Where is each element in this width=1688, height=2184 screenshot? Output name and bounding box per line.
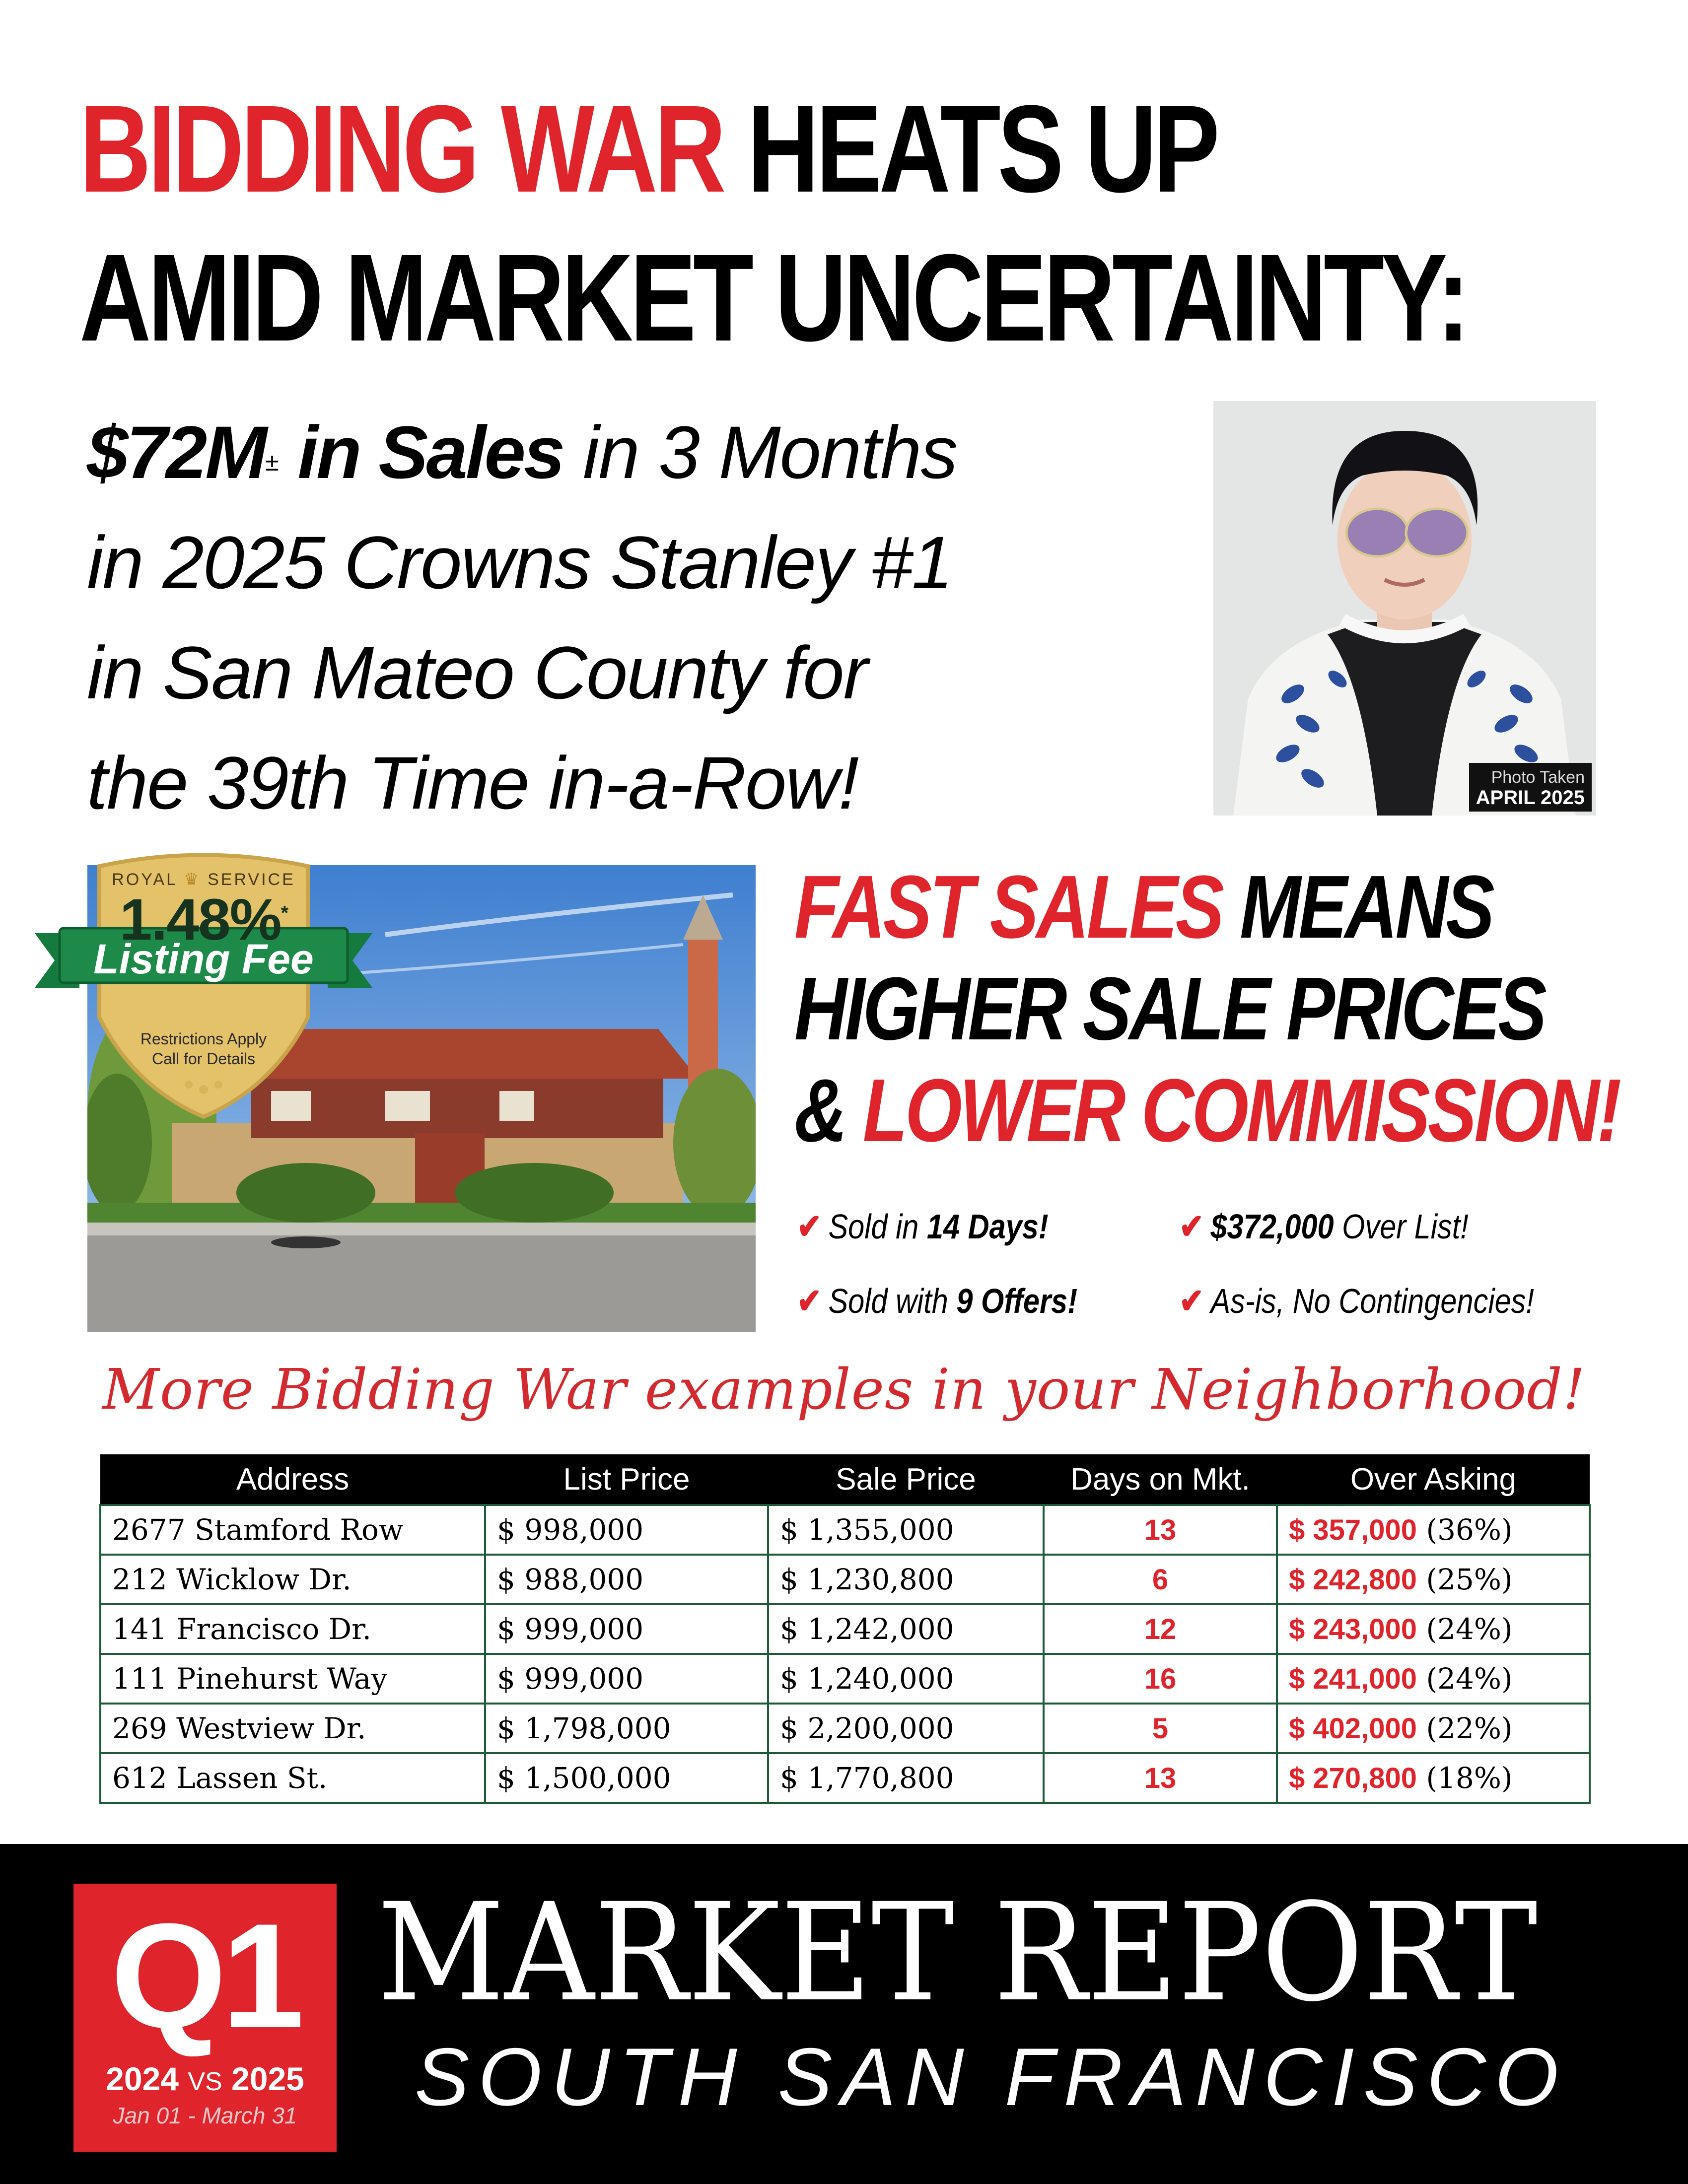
fast-sales-black: MEANS [1240,857,1492,957]
over-asking-cell [1277,1704,1590,1753]
table-row [100,1555,1590,1604]
column-header-sale-price: Sale Price [768,1454,1044,1505]
highlight-item [1179,1206,1469,1247]
column-header-days: Days on Mkt. [1044,1454,1277,1505]
table-row [100,1704,1590,1753]
highlight-pre: As-is, No Contingencies! [1210,1282,1534,1320]
highlight-bold: 14 Days! [926,1207,1049,1246]
checkmark-icon: ✔ [1179,1282,1204,1320]
over-asking-cell [1277,1604,1590,1654]
over-percent: (22%) [1426,1711,1513,1745]
market-report-title: MARKET REPORT [377,1875,1538,2032]
fast-sales-heading [794,856,1619,1161]
over-amount: $ 242,800 [1289,1564,1417,1596]
over-asking-cell [1277,1753,1590,1803]
sale-price-cell: $ 1,242,000 [768,1604,1044,1654]
quarter-badge [73,1884,337,2152]
over-percent: (25%) [1426,1563,1513,1596]
headline-red-text: BIDDING WAR [79,79,723,218]
headline [79,74,1467,372]
address-cell: 269 Westview Dr. [100,1704,485,1753]
sale-price-cell: $ 2,200,000 [768,1704,1044,1753]
approx-mark: ± [265,448,278,476]
days-cell: 12 [1044,1604,1277,1654]
list-price-cell: $ 999,000 [485,1654,768,1704]
fast-sales-line-3 [794,1060,1619,1161]
badge-brand-left: ROYAL [112,870,177,889]
over-percent: (24%) [1426,1662,1513,1696]
highlight-bold: $372,000 [1210,1207,1334,1246]
badge-percent-value: 1.48% [119,887,281,953]
ampersand: & [794,1061,845,1160]
table-row [100,1753,1590,1803]
address-cell: 2677 Stamford Row [100,1505,485,1555]
highlight-post: Over List! [1334,1207,1469,1246]
subhead-line-4: the 39th Time in-a-Row! [87,741,858,824]
list-price-cell: $ 988,000 [485,1555,768,1604]
list-price-cell: $ 1,500,000 [485,1753,768,1803]
more-examples-heading: More Bidding War examples in your Neighborhood! [102,1358,1586,1422]
over-amount: $ 243,000 [1289,1613,1417,1645]
over-percent: (36%) [1426,1513,1513,1547]
table-row [100,1505,1590,1555]
over-percent: (18%) [1426,1761,1513,1795]
days-cell: 5 [1044,1704,1277,1753]
table-row [100,1654,1590,1704]
year-a: 2024 [106,2060,179,2097]
badge-asterisk: * [281,902,288,924]
date-range: Jan 01 - March 31 [113,2103,297,2128]
days-cell: 16 [1044,1654,1277,1704]
year-b: 2025 [231,2060,304,2097]
checkmark-icon: ✔ [797,1282,822,1320]
list-price-cell: $ 1,798,000 [485,1704,768,1753]
badge-ribbon-label: Listing Fee [93,936,314,982]
over-asking-cell [1277,1555,1590,1604]
subhead-line-1 [87,397,1204,507]
over-asking-cell [1277,1505,1590,1555]
photo-tag-line-2: APRIL 2025 [1476,787,1585,809]
badge-note-1: Restrictions Apply [140,1030,267,1048]
sale-price-cell: $ 1,230,800 [768,1555,1044,1604]
highlight-pre: Sold with [828,1282,957,1320]
quarter-label: Q1 [110,1892,300,2059]
headline-line-1 [79,74,1311,223]
address-cell: 212 Wicklow Dr. [100,1555,485,1604]
address-cell: 141 Francisco Dr. [100,1604,485,1654]
agent-portrait-illustration [1213,401,1596,816]
list-price-cell: $ 999,000 [485,1604,768,1654]
column-header-list-price: List Price [485,1454,768,1505]
fast-sales-line-2: HIGHER SALE PRICES [794,959,1545,1059]
over-amount: $ 270,800 [1289,1762,1417,1794]
over-asking-cell [1277,1654,1590,1704]
vs-label: VS [188,2067,222,2096]
bidding-war-table [99,1454,1591,1804]
subhead-line-1-tail: in 3 Months [583,410,957,494]
highlight-bold: 9 Offers! [956,1282,1078,1320]
highlight-item [797,1206,1049,1247]
subhead [87,397,1204,838]
fast-sales-line-1 [794,856,1492,958]
listing-fee-badge [25,839,382,1127]
photo-date-tag [1469,763,1592,812]
headline-line-2: AMID MARKET UNCERTAINTY: [79,228,1467,367]
over-amount: $ 241,000 [1289,1663,1417,1695]
sales-label: in Sales [297,410,563,494]
over-amount: $ 402,000 [1289,1712,1417,1745]
checkmark-icon: ✔ [1179,1207,1204,1246]
badge-note-2: Call for Details [151,1050,256,1068]
fast-sales-red: FAST SALES [794,857,1222,957]
table-header-row [100,1454,1590,1505]
sale-price-cell: $ 1,770,800 [768,1753,1044,1803]
list-price-cell: $ 998,000 [485,1505,768,1555]
over-percent: (24%) [1426,1612,1513,1646]
subhead-line-3: in San Mateo County for [87,631,867,714]
address-cell: 612 Lassen St. [100,1753,485,1803]
column-header-over-asking: Over Asking [1277,1454,1590,1505]
sale-price-cell: $ 1,355,000 [768,1505,1044,1555]
headline-black-text: HEATS UP [747,79,1217,218]
agent-portrait [1213,401,1596,816]
table-row [100,1604,1590,1654]
lower-commission: LOWER COMMISSION! [862,1061,1619,1160]
subhead-line-2: in 2025 Crowns Stanley #1 [87,521,952,604]
days-cell: 13 [1044,1505,1277,1555]
checkmark-icon: ✔ [797,1207,822,1246]
photo-tag-line-1: Photo Taken [1491,768,1585,787]
badge-brand-right: SERVICE [208,870,295,889]
days-cell: 13 [1044,1753,1277,1803]
crown-icon: ♛ [184,870,201,889]
highlight-item [797,1281,1077,1321]
days-cell: 6 [1044,1555,1277,1604]
year-comparison [73,2060,337,2098]
column-header-address: Address [100,1454,485,1505]
address-cell: 111 Pinehurst Way [100,1654,485,1704]
city-name: SOUTH SAN FRANCISCO [415,2031,1568,2122]
sale-price-cell: $ 1,240,000 [768,1654,1044,1704]
highlight-pre: Sold in [828,1207,927,1246]
over-amount: $ 357,000 [1289,1514,1417,1546]
sales-amount: $72M [87,410,266,494]
highlight-item [1179,1281,1534,1321]
